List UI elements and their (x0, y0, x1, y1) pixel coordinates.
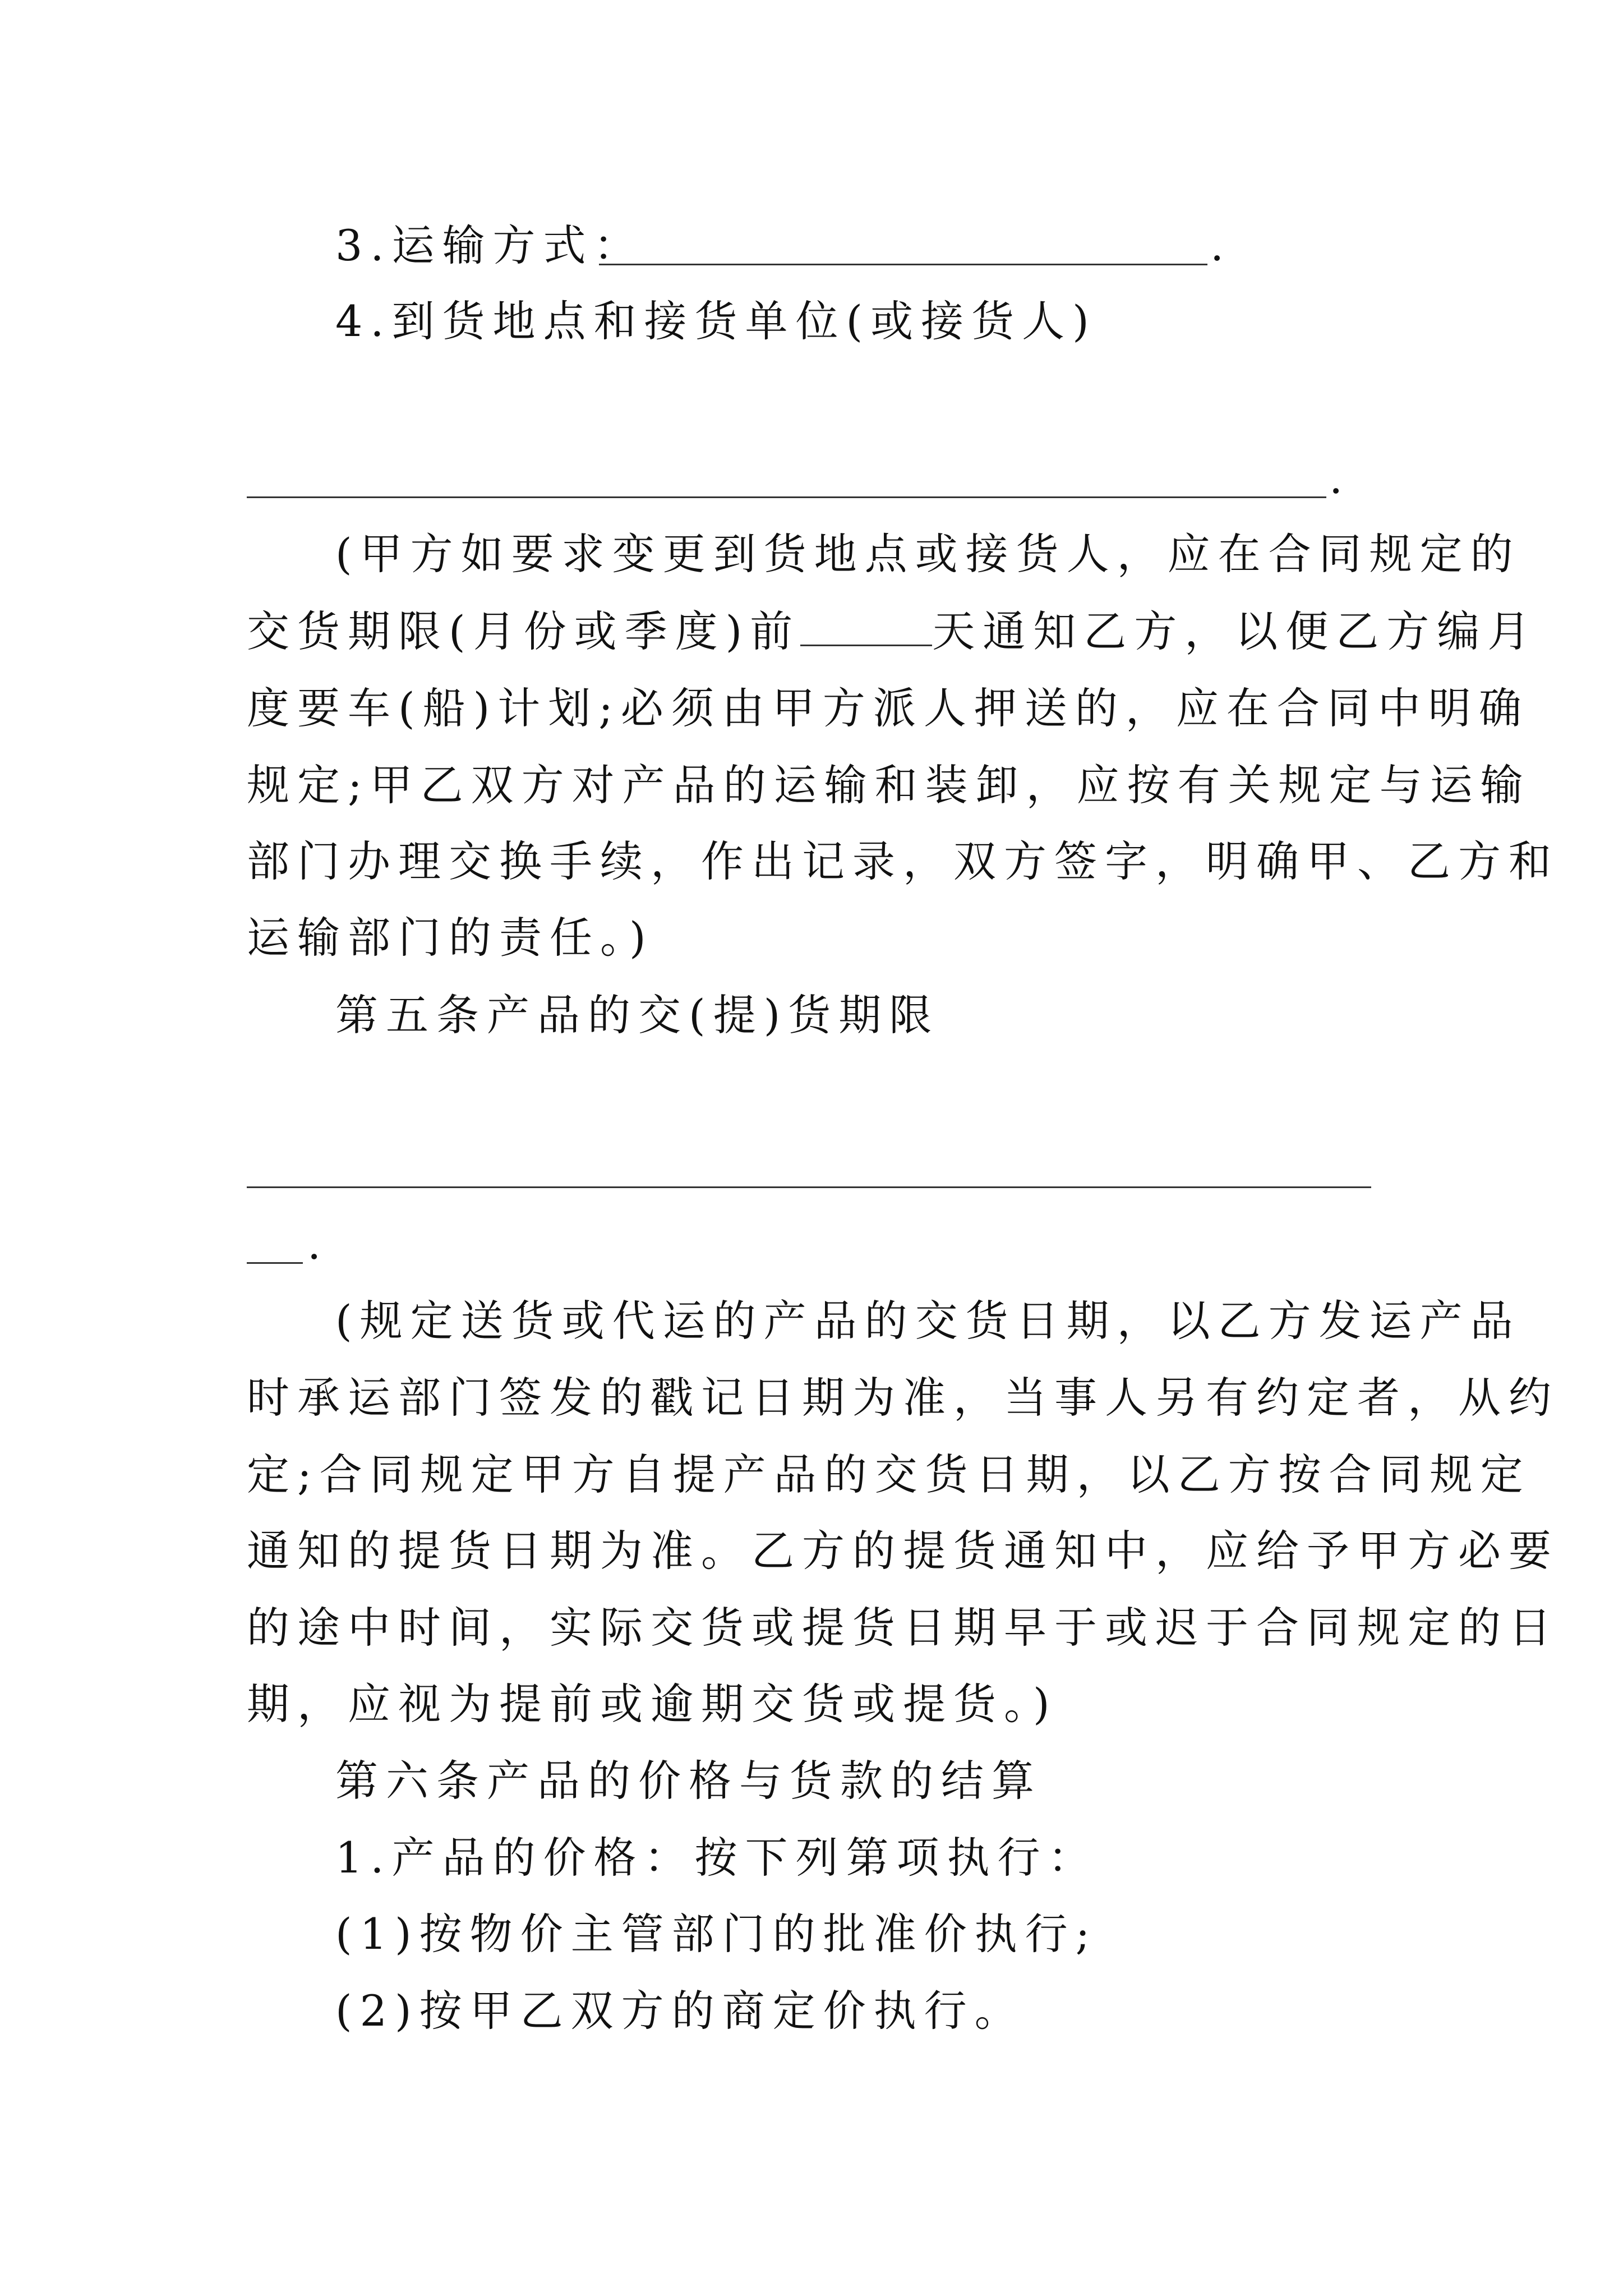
price-item-1-b: (2)按甲乙双方的商定价执行。 (335, 1986, 1025, 2036)
article6-heading: 第六条产品的价格与货款的结算 (335, 1756, 1042, 1806)
note2-line-4: 通知的提货日期为准。乙方的提货通知中，应给予甲方必要 (247, 1526, 1559, 1576)
note1-line-5: 部门办理交换手续，作出记录，双方签字，明确甲、乙方和 (247, 836, 1559, 886)
note2-line-5: 的途中时间，实际交货或提货日期早于或迟于合同规定的日 (247, 1603, 1559, 1653)
note1-line-3: 度要车(船)计划;必须由甲方派人押送的，应在合同中明确 (247, 683, 1529, 733)
delivery-period-blank-cont (247, 1262, 303, 1264)
notice-days-blank (800, 644, 932, 646)
note1-line-4: 规定;甲乙双方对产品的运输和装卸，应按有关规定与运输 (247, 760, 1531, 810)
note2-line-6: 期，应视为提前或逾期交货或提货。) (247, 1679, 1058, 1729)
delivery-location-blank (247, 496, 1326, 498)
price-item-1-a: (1)按物价主管部门的批准价执行; (335, 1909, 1098, 1959)
note2-line-2: 时承运部门签发的戳记日期为准，当事人另有约定者，从约 (247, 1373, 1559, 1423)
delivery-location-period: . (1329, 453, 1343, 503)
transport-method-blank (599, 264, 1207, 265)
note2-line-3: 定;合同规定甲方自提产品的交货日期，以乙方按合同规定 (247, 1450, 1531, 1499)
transport-method-label: 3.运输方式： (335, 220, 644, 270)
note1-line-2-b: 天通知乙方，以便乙方编月 (932, 606, 1538, 656)
note1-line-2 (247, 606, 1538, 656)
delivery-period-period: . (307, 1219, 321, 1269)
note1-line-2-a: 交货期限(月份或季度)前 (247, 606, 801, 656)
note1-line-6: 运输部门的责任。) (247, 913, 654, 963)
delivery-location-line: 4.到货地点和接货单位(或接货人) (335, 296, 1097, 346)
article5-heading: 第五条产品的交(提)货期限 (335, 990, 940, 1040)
transport-method-period: . (1210, 220, 1224, 270)
delivery-period-blank (247, 1186, 1371, 1188)
price-item-1: 1.产品的价格：按下列第项执行： (335, 1833, 1099, 1883)
note1-line-1: (甲方如要求变更到货地点或接货人，应在合同规定的 (335, 529, 1521, 579)
note2-line-1: (规定送货或代运的产品的交货日期，以乙方发运产品 (335, 1296, 1521, 1346)
transport-method-line (335, 220, 644, 270)
